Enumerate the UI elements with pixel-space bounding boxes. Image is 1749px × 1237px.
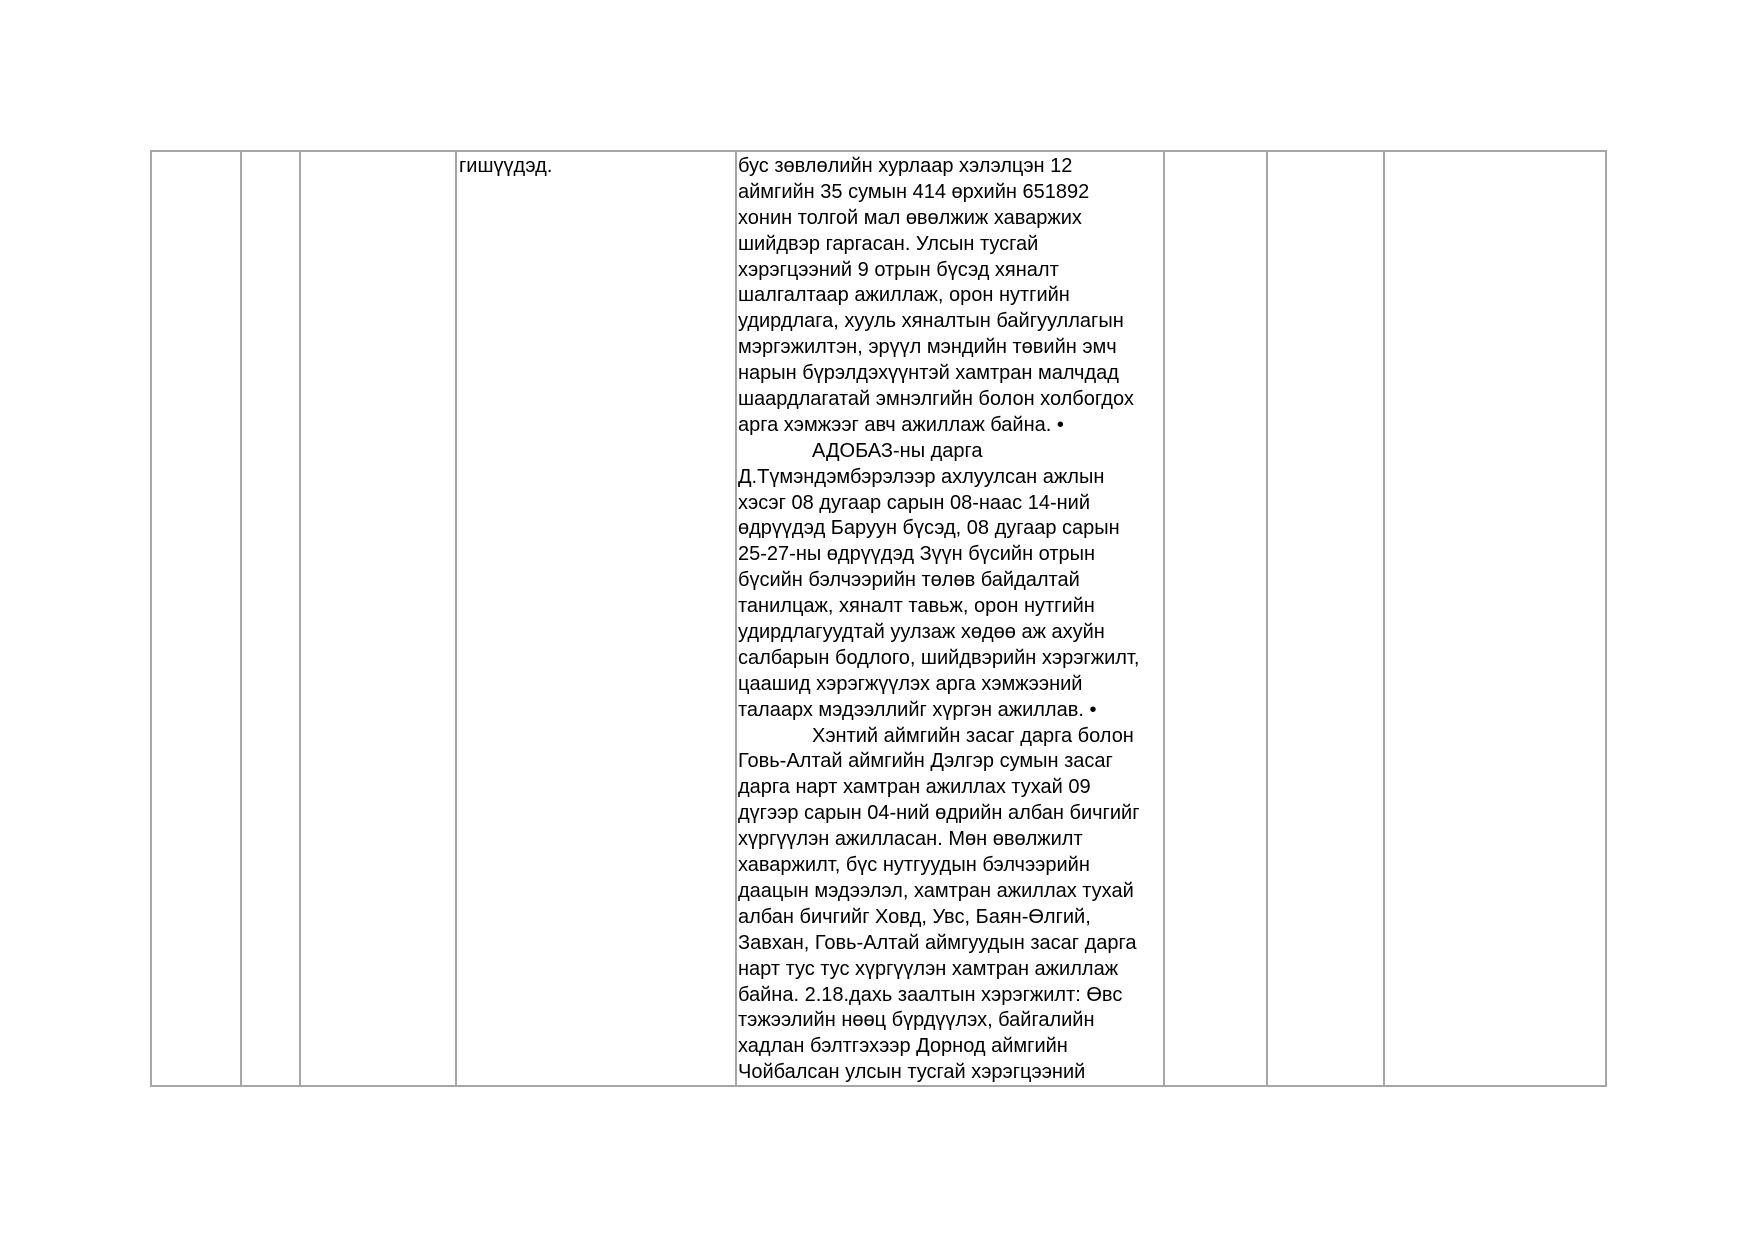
cell-text-line: хүргүүлэн ажилласан. Мөн өвөлжилт	[738, 828, 1083, 851]
cell-text-line: өдрүүдэд Баруун бүсэд, 08 дугаар сарын	[738, 517, 1120, 540]
cell-text-line: хадлан бэлтгэхээр Дорнод аймгийн	[738, 1035, 1068, 1058]
cell-text-line: Чойбалсан улсын тусгай хэрэгцээний	[738, 1061, 1086, 1084]
cell-text-line: Завхан, Говь-Алтай аймгуудын засаг дарга	[738, 931, 1137, 954]
cell-text-line: шалгалтаар ажиллаж, орон нутгийн	[738, 284, 1070, 307]
cell-text-line: шаардлагатай эмнэлгийн болон холбогдох	[738, 388, 1134, 411]
cell-text-line: аймгийн 35 сумын 414 өрхийн 651892	[738, 180, 1090, 203]
cell-text-line: цаашид хэрэгжүүлэх арга хэмжээний	[738, 672, 1083, 695]
cell-text-line: бус зөвлөлийн хурлаар хэлэлцэн 12	[738, 155, 1073, 177]
cell-text-line: нарын бүрэлдэхүүнтэй хамтран малчдад	[738, 362, 1119, 385]
cell-text-line: салбарын бодлого, шийдвэрийн хэрэгжилт,	[738, 646, 1140, 669]
cell-text-line: Говь-Алтай аймгийн Дэлгэр сумын засаг	[738, 750, 1113, 773]
cell-text-line: нарт тус тус хүргүүлэн хамтран ажиллаж	[738, 957, 1119, 980]
column-divider-7	[1383, 152, 1385, 1085]
cell-text-line: Хэнтий аймгийн засаг дарга болон	[812, 724, 1134, 747]
cell-text-line: хаваржилт, бүс нутгуудын бэлчээрийн	[738, 854, 1090, 877]
column-divider-6	[1266, 152, 1268, 1085]
cell-text-line: талаарх мэдээллийг хүргэн ажиллав. •	[738, 698, 1097, 721]
cell-text-line: мэргэжилтэн, эрүүл мэндийн төвийн эмч	[738, 336, 1117, 359]
column-divider-3	[455, 152, 457, 1085]
column-divider-4	[735, 152, 737, 1085]
document-table	[150, 150, 1607, 1087]
cell-text-line: тэжээлийн нөөц бүрдүүлэх, байгалийн	[738, 1009, 1095, 1032]
cell-text-line: албан бичгийг Ховд, Увс, Баян-Өлгий,	[738, 905, 1091, 928]
cell-text-line: 25-27-ны өдрүүдэд Зүүн бүсийн отрын	[738, 543, 1096, 566]
cell-text-line: удирдлагуудтай уулзаж хөдөө аж ахуйн	[738, 621, 1105, 644]
cell-text-line: хэсэг 08 дугаар сарын 08-наас 14-ний	[738, 491, 1091, 514]
cell-text-line: бүсийн бэлчээрийн төлөв байдалтай	[738, 569, 1080, 592]
column-divider-1	[240, 152, 242, 1085]
cell-text-line: дарга нарт хамтран ажиллах тухай 09	[738, 776, 1091, 799]
cell-text-line: гишүүдэд.	[459, 155, 553, 177]
cell-text-line: танилцаж, хяналт тавьж, орон нутгийн	[738, 595, 1095, 618]
cell-text-line: даацын мэдээлэл, хамтран ажиллах тухай	[738, 879, 1134, 902]
column-divider-5	[1163, 152, 1165, 1085]
cell-text-line: дүгээр сарын 04-ний өдрийн албан бичгийг	[738, 802, 1140, 825]
column-divider-2	[299, 152, 301, 1085]
cell-text-line: удирдлага, хууль хяналтын байгууллагын	[738, 310, 1124, 333]
cell-text-line: арга хэмжээг авч ажиллаж байна. •	[738, 413, 1064, 436]
cell-text-line: хонин толгой мал өвөлжиж хаваржих	[738, 206, 1082, 229]
table-cell-col4	[459, 154, 552, 180]
cell-text-line: Д.Түмэндэмбэрэлээр ахлуулсан ажлын	[738, 465, 1105, 488]
cell-text-line: хэрэгцээний 9 отрын бүсэд хяналт	[738, 258, 1059, 281]
cell-text-line: байна. 2.18.дахь заалтын хэрэгжилт: Өвс	[738, 983, 1123, 1006]
cell-text-line: АДОБАЗ-ны дарга	[812, 439, 983, 462]
cell-text-line: шийдвэр гаргасан. Улсын тусгай	[738, 232, 1039, 255]
table-cell-col5	[738, 154, 1139, 1086]
